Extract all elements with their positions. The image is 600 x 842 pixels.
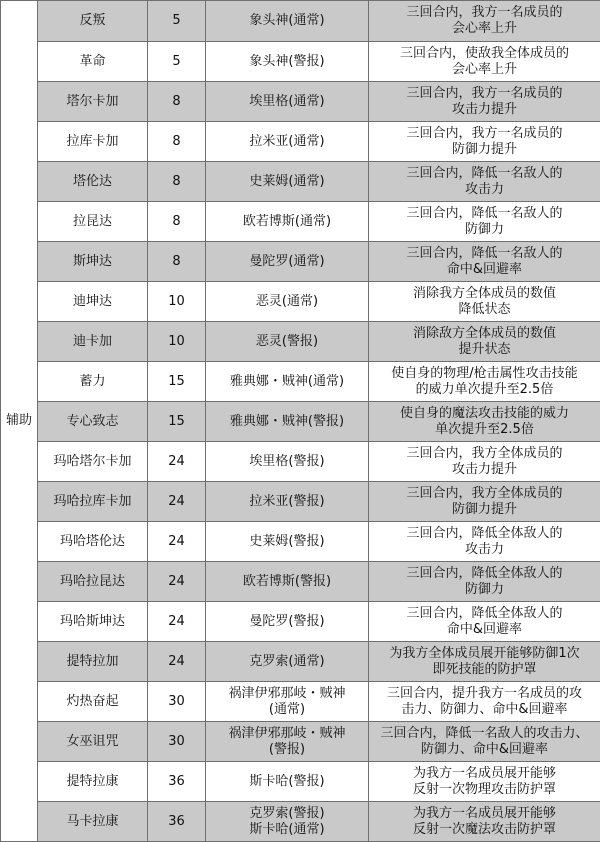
effect-cell: 三回合内，降低一名敌人的 命中&回避率 bbox=[369, 242, 600, 282]
sp-cost-cell: 24 bbox=[148, 642, 206, 682]
persona-cell: 拉米亚(警报) bbox=[206, 482, 369, 522]
persona-cell: 恶灵(警报) bbox=[206, 322, 369, 362]
effect-cell: 为我方一名成员展开能够 反射一次物理攻击防护罩 bbox=[369, 762, 600, 802]
skill-name-cell: 蓄力 bbox=[38, 362, 148, 402]
effect-cell: 三回合内，我方全体成员的 防御力提升 bbox=[369, 482, 600, 522]
table-row bbox=[1, 282, 600, 322]
sp-cost-cell: 8 bbox=[148, 202, 206, 242]
effect-cell: 三回合内，提升我方一名成员的攻 击力、防御力、命中&回避率 bbox=[369, 682, 600, 722]
skill-name-cell: 拉库卡加 bbox=[38, 122, 148, 162]
table-row bbox=[1, 642, 600, 682]
sp-cost-cell: 10 bbox=[148, 322, 206, 362]
skill-name-cell: 反叛 bbox=[38, 1, 148, 42]
skill-name-cell: 马卡拉康 bbox=[38, 802, 148, 842]
sp-cost-cell: 24 bbox=[148, 522, 206, 562]
table-row bbox=[1, 482, 600, 522]
table-row bbox=[1, 82, 600, 122]
effect-cell: 三回合内，降低一名敌人的 防御力 bbox=[369, 202, 600, 242]
persona-cell: 欧若博斯(通常) bbox=[206, 202, 369, 242]
sp-cost-cell: 8 bbox=[148, 82, 206, 122]
table-row bbox=[1, 322, 600, 362]
skill-name-cell: 塔伦达 bbox=[38, 162, 148, 202]
category-cell: 辅助 bbox=[1, 1, 38, 842]
effect-cell: 使自身的物理/枪击属性攻击技能 的威力单次提升至2.5倍 bbox=[369, 362, 600, 402]
skill-name-cell: 提特拉康 bbox=[38, 762, 148, 802]
effect-cell: 消除我方全体成员的数值 降低状态 bbox=[369, 282, 600, 322]
persona-cell: 恶灵(通常) bbox=[206, 282, 369, 322]
table-row bbox=[1, 722, 600, 762]
sp-cost-cell: 24 bbox=[148, 562, 206, 602]
skill-name-cell: 玛哈拉昆达 bbox=[38, 562, 148, 602]
persona-cell: 祸津伊邪那岐・贼神 (通常) bbox=[206, 682, 369, 722]
persona-cell: 史莱姆(警报) bbox=[206, 522, 369, 562]
persona-cell: 史莱姆(通常) bbox=[206, 162, 369, 202]
sp-cost-cell: 8 bbox=[148, 122, 206, 162]
effect-cell: 为我方一名成员展开能够 反射一次魔法攻击防护罩 bbox=[369, 802, 600, 842]
table-row bbox=[1, 802, 600, 842]
persona-cell: 拉米亚(通常) bbox=[206, 122, 369, 162]
skill-name-cell: 玛哈拉库卡加 bbox=[38, 482, 148, 522]
persona-cell: 雅典娜・贼神(警报) bbox=[206, 402, 369, 442]
skill-name-cell: 玛哈斯坤达 bbox=[38, 602, 148, 642]
skill-name-cell: 迪卡加 bbox=[38, 322, 148, 362]
persona-cell: 克罗索(通常) bbox=[206, 642, 369, 682]
effect-cell: 三回合内，我方一名成员的 攻击力提升 bbox=[369, 82, 600, 122]
effect-cell: 三回合内，使敌我全体成员的 会心率上升 bbox=[369, 42, 600, 82]
table-row bbox=[1, 362, 600, 402]
sp-cost-cell: 36 bbox=[148, 762, 206, 802]
table-row bbox=[1, 522, 600, 562]
skill-name-cell: 塔尔卡加 bbox=[38, 82, 148, 122]
sp-cost-cell: 15 bbox=[148, 362, 206, 402]
table-row bbox=[1, 682, 600, 722]
persona-cell: 克罗索(警报) 斯卡哈(通常) bbox=[206, 802, 369, 842]
table-row bbox=[1, 202, 600, 242]
persona-cell: 埃里格(通常) bbox=[206, 82, 369, 122]
effect-cell: 三回合内，我方一名成员的 会心率上升 bbox=[369, 1, 600, 42]
effect-cell: 三回合内，我方一名成员的 防御力提升 bbox=[369, 122, 600, 162]
sp-cost-cell: 30 bbox=[148, 722, 206, 762]
persona-cell: 象头神(警报) bbox=[206, 42, 369, 82]
skill-name-cell: 迪坤达 bbox=[38, 282, 148, 322]
persona-cell: 祸津伊邪那岐・贼神 (警报) bbox=[206, 722, 369, 762]
table-row bbox=[1, 402, 600, 442]
effect-cell: 为我方全体成员展开能够防御1次 即死技能的防护罩 bbox=[369, 642, 600, 682]
sp-cost-cell: 24 bbox=[148, 482, 206, 522]
sp-cost-cell: 5 bbox=[148, 42, 206, 82]
skill-name-cell: 专心致志 bbox=[38, 402, 148, 442]
table-row bbox=[1, 242, 600, 282]
table-row bbox=[1, 562, 600, 602]
skill-name-cell: 提特拉加 bbox=[38, 642, 148, 682]
sp-cost-cell: 24 bbox=[148, 442, 206, 482]
effect-cell: 三回合内，降低一名敌人的 攻击力 bbox=[369, 162, 600, 202]
persona-cell: 斯卡哈(警报) bbox=[206, 762, 369, 802]
table-row bbox=[1, 162, 600, 202]
sp-cost-cell: 24 bbox=[148, 602, 206, 642]
effect-cell: 三回合内，降低全体敌人的 攻击力 bbox=[369, 522, 600, 562]
sp-cost-cell: 15 bbox=[148, 402, 206, 442]
sp-cost-cell: 8 bbox=[148, 242, 206, 282]
table-row bbox=[1, 42, 600, 82]
skill-name-cell: 玛哈塔伦达 bbox=[38, 522, 148, 562]
persona-cell: 象头神(通常) bbox=[206, 1, 369, 42]
persona-cell: 雅典娜・贼神(通常) bbox=[206, 362, 369, 402]
persona-cell: 埃里格(警报) bbox=[206, 442, 369, 482]
sp-cost-cell: 8 bbox=[148, 162, 206, 202]
effect-cell: 使自身的魔法攻击技能的威力 单次提升至2.5倍 bbox=[369, 402, 600, 442]
persona-cell: 曼陀罗(警报) bbox=[206, 602, 369, 642]
sp-cost-cell: 10 bbox=[148, 282, 206, 322]
effect-cell: 消除敌方全体成员的数值 提升状态 bbox=[369, 322, 600, 362]
effect-cell: 三回合内，降低全体敌人的 命中&回避率 bbox=[369, 602, 600, 642]
skill-name-cell: 女巫诅咒 bbox=[38, 722, 148, 762]
table-row bbox=[1, 442, 600, 482]
skill-table-body bbox=[1, 1, 600, 842]
skill-name-cell: 拉昆达 bbox=[38, 202, 148, 242]
skill-name-cell: 玛哈塔尔卡加 bbox=[38, 442, 148, 482]
sp-cost-cell: 36 bbox=[148, 802, 206, 842]
table-row bbox=[1, 762, 600, 802]
skill-name-cell: 灼热奋起 bbox=[38, 682, 148, 722]
sp-cost-cell: 5 bbox=[148, 1, 206, 42]
persona-cell: 曼陀罗(通常) bbox=[206, 242, 369, 282]
skill-name-cell: 斯坤达 bbox=[38, 242, 148, 282]
effect-cell: 三回合内，降低全体敌人的 防御力 bbox=[369, 562, 600, 602]
table-row bbox=[1, 122, 600, 162]
persona-cell: 欧若博斯(警报) bbox=[206, 562, 369, 602]
effect-cell: 三回合内，降低一名敌人的攻击力、 防御力、命中&回避率 bbox=[369, 722, 600, 762]
sp-cost-cell: 30 bbox=[148, 682, 206, 722]
table-row bbox=[1, 602, 600, 642]
effect-cell: 三回合内，我方全体成员的 攻击力提升 bbox=[369, 442, 600, 482]
table-row bbox=[1, 1, 600, 42]
skill-name-cell: 革命 bbox=[38, 42, 148, 82]
